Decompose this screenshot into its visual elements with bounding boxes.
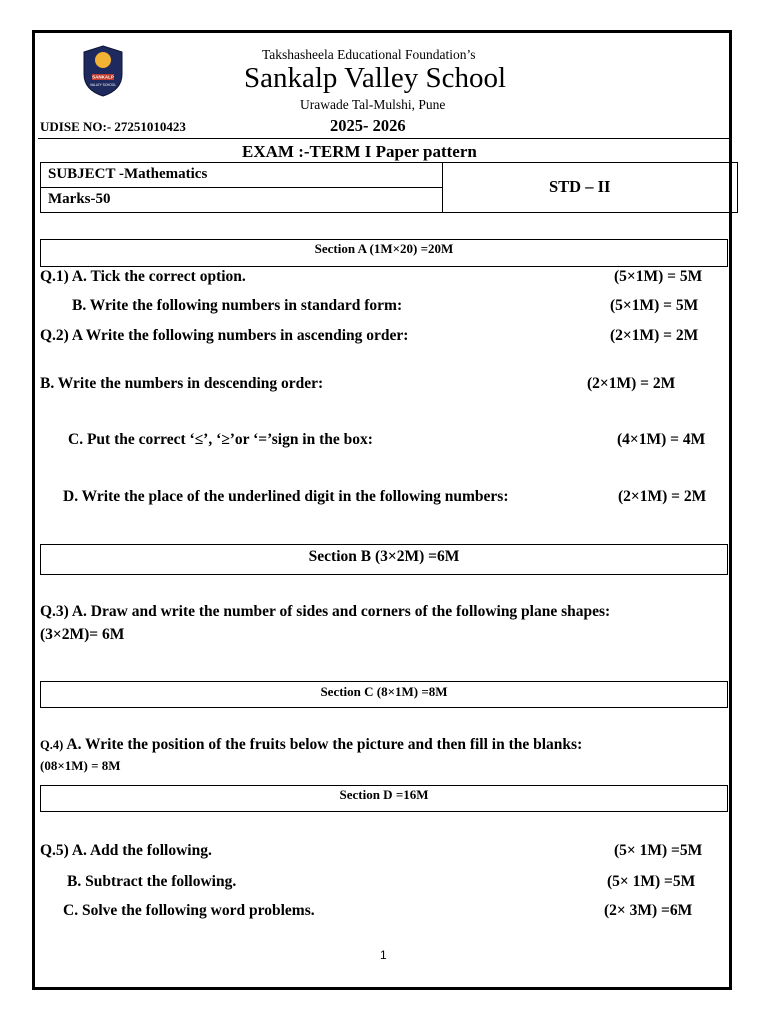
q5c-text: C. Solve the following word problems. bbox=[63, 902, 315, 919]
q5b-marks: (5× 1M) =5M bbox=[607, 873, 696, 890]
section-a-box bbox=[40, 239, 728, 267]
q4a-prefix: Q.4) bbox=[40, 738, 67, 752]
academic-year: 2025- 2026 bbox=[330, 116, 406, 135]
q2d-text: D. Write the place of the underlined digit in the following numbers: bbox=[63, 488, 509, 505]
q4a-line bbox=[40, 736, 582, 754]
q1a-marks: (5×1M) = 5M bbox=[614, 268, 703, 285]
q1b-text: B. Write the following numbers in standard form: bbox=[72, 297, 403, 314]
school-name: Sankalp Valley School bbox=[244, 62, 507, 94]
q5a-marks: (5× 1M) =5M bbox=[614, 842, 703, 859]
school-logo bbox=[80, 44, 126, 98]
subject-label: SUBJECT -Mathematics bbox=[48, 166, 208, 182]
q1b-marks: (5×1M) = 5M bbox=[610, 297, 699, 314]
q2b-marks: (2×1M) = 2M bbox=[587, 375, 676, 392]
q2c-text: C. Put the correct ‘≤’, ‘≥’or ‘=’sign in the box: bbox=[68, 431, 373, 448]
q5a-text: Q.5) A. Add the following. bbox=[40, 842, 212, 859]
logo-text-bottom: VALLEY SCHOOL bbox=[89, 83, 117, 87]
foundation-name: Takshasheela Educational Foundation’s bbox=[262, 47, 476, 62]
q3a-marks: (3×2M)= 6M bbox=[40, 626, 125, 643]
info-row-divider bbox=[40, 187, 443, 188]
q2d-marks: (2×1M) = 2M bbox=[618, 488, 707, 505]
q1a-text: Q.1) A. Tick the correct option. bbox=[40, 268, 246, 285]
q2a-text: Q.2) A Write the following numbers in ascending order: bbox=[40, 327, 409, 344]
q2b-text: B. Write the numbers in descending order: bbox=[40, 375, 324, 392]
section-b-heading: Section B (3×2M) =6M bbox=[308, 548, 460, 565]
logo-text-top: SANKALP bbox=[92, 74, 114, 80]
section-b-box bbox=[40, 544, 728, 575]
page-number: 1 bbox=[380, 948, 387, 962]
q4a-marks: (08×1M) = 8M bbox=[40, 758, 121, 773]
q2a-marks: (2×1M) = 2M bbox=[610, 327, 699, 344]
section-d-box bbox=[40, 785, 728, 812]
section-d-heading: Section D =16M bbox=[339, 787, 429, 802]
q4a-text: A. Write the position of the fruits below the picture and then fill in the blanks: bbox=[66, 736, 583, 753]
school-address: Urawade Tal-Mulshi, Pune bbox=[300, 97, 446, 112]
q5c-marks: (2× 3M) =6M bbox=[604, 902, 693, 919]
section-c-box bbox=[40, 681, 728, 708]
header-divider bbox=[38, 138, 730, 139]
udise-number: UDISE NO:- 27251010423 bbox=[40, 119, 186, 134]
std-label: STD – II bbox=[549, 177, 611, 196]
section-c-heading: Section C (8×1M) =8M bbox=[320, 684, 448, 699]
q5b-text: B. Subtract the following. bbox=[67, 873, 237, 890]
q2c-marks: (4×1M) = 4M bbox=[617, 431, 706, 448]
marks-label: Marks-50 bbox=[48, 191, 111, 207]
section-a-heading: Section A (1M×20) =20M bbox=[314, 241, 454, 256]
exam-title: EXAM :-TERM I Paper pattern bbox=[242, 142, 477, 161]
q3a-text: Q.3) A. Draw and write the number of sides and corners of the following plane shapes: bbox=[40, 603, 611, 620]
